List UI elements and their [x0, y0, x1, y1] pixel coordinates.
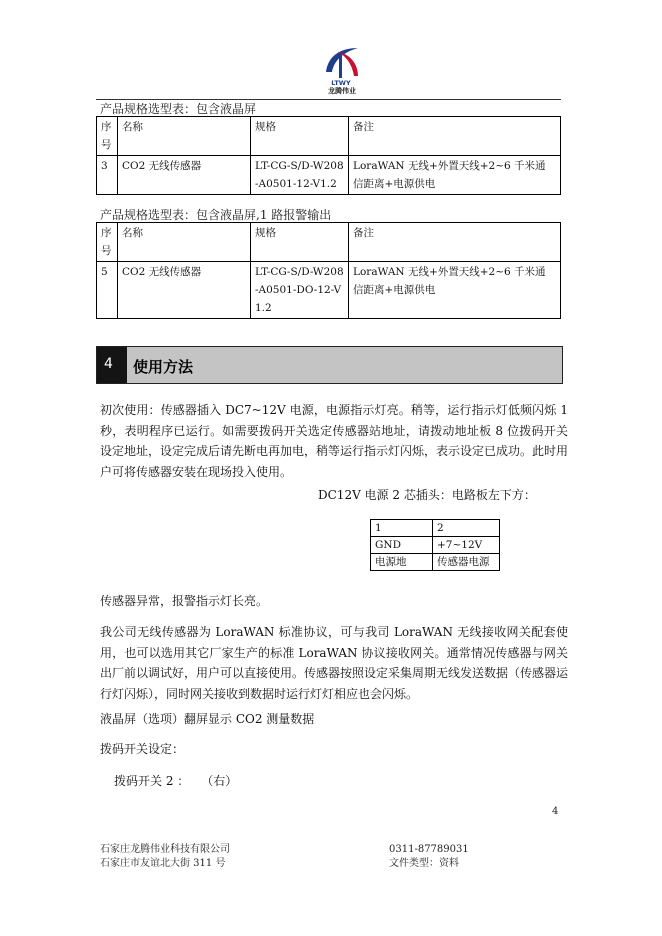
table-header-row: [97, 223, 561, 262]
cell-no: 5: [97, 262, 118, 319]
page-number: 4: [552, 806, 559, 817]
table2-caption: 产品规格选型表：包含液晶屏,1 路报警输出: [100, 208, 332, 222]
table-row: [97, 156, 561, 195]
cell-no: 3: [97, 156, 118, 195]
cell-spec: LT-CG-S/D-W208-A0501-12-V1.2: [251, 156, 349, 195]
footer-phone: 0311-87789031: [389, 844, 469, 855]
header-cell-name: 名称: [118, 117, 251, 156]
dc-pin-table: [370, 519, 500, 571]
paragraph-lcd: 液晶屏（选项）翻屏显示 CO2 测量数据: [100, 712, 315, 726]
table-cell: 传感器电源: [433, 554, 500, 571]
header-cell-note: 备注: [349, 223, 561, 262]
cell-note: LoraWAN 无线+外置天线+2~6 千米通信距离+电源供电: [349, 262, 561, 319]
paragraph-alarm: 传感器异常，报警指示灯长亮。: [100, 594, 269, 608]
section-number-box: [97, 347, 127, 383]
header-cell-no: 序号: [97, 223, 118, 262]
paragraph-initial-use: 初次使用：传感器插入 DC7~12V 电源，电源指示灯亮。稍等，运行指示灯低频闪烁 1 秒，表明程序已运行。如需要拨码开关选定传感器站地址，请拨动地址板 8 位拨码开关设定地址，设定完成后请先断电再加电，稍等运行指示灯闪烁，表示设定已成功。此时用户可将传感器安装在现场投入使用。: [100, 403, 569, 480]
header-cell-note: 备注: [349, 117, 561, 156]
header-cell-spec: 规格: [251, 223, 349, 262]
footer-company: 石家庄龙腾伟业科技有限公司: [100, 844, 230, 855]
table-header-row: [97, 117, 561, 156]
section-heading: [96, 346, 563, 384]
dc-power-caption: DC12V 电源 2 芯插头：电路板左下方：: [318, 488, 536, 502]
footer-address: 石家庄市友谊北大街 311 号: [100, 858, 226, 869]
cell-name: CO2 无线传感器: [118, 262, 251, 319]
footer-doc-type: 文件类型：资料: [389, 858, 459, 869]
cell-note: LoraWAN 无线+外置天线+2~6 千米通信距离+电源供电: [349, 156, 561, 195]
spec-table-2: [96, 222, 561, 319]
table-row: [371, 537, 500, 554]
cell-name: CO2 无线传感器: [118, 156, 251, 195]
table-cell: 2: [433, 520, 500, 537]
header-cell-name: 名称: [118, 223, 251, 262]
paragraph-lorawan: 我公司无线传感器为 LoraWAN 标准协议，可与我司 LoraWAN 无线接收网关配套使用，也可以选用其它厂家生产的标准 LoraWAN 协议接收网关。通常情况传感器与网关出厂前以调试好，用户可以直接使用。传感器按照设定采集周期无线发送数据（传感器运行灯闪烁），同时网关接收到数据时运行灯灯相应也会闪烁。: [100, 625, 569, 702]
table-row: [97, 262, 561, 319]
logo-caption: 龙腾伟业: [328, 87, 356, 95]
section-title: 使用方法: [133, 358, 194, 376]
table-cell: 1: [371, 520, 433, 537]
logo-mark-text: LTWY: [331, 79, 351, 87]
table-row: [371, 520, 500, 537]
section-number: 4: [104, 356, 113, 372]
spec-table-1: [96, 116, 561, 195]
paragraph-dip-switch: 拨码开关设定：: [100, 742, 185, 756]
table1-caption: 产品规格选型表：包含液晶屏: [100, 102, 257, 116]
cell-spec: LT-CG-S/D-W208-A0501-DO-12-V1.2: [251, 262, 349, 319]
table-cell: 电源地: [371, 554, 433, 571]
company-logo-icon: [318, 42, 364, 88]
paragraph-dip-switch-2: 拨码开关 2 ： （右）: [114, 774, 238, 788]
header-cell-spec: 规格: [251, 117, 349, 156]
header-cell-no: 序号: [97, 117, 118, 156]
table-row: [371, 554, 500, 571]
table-cell: +7~12V: [433, 537, 500, 554]
table-cell: GND: [371, 537, 433, 554]
